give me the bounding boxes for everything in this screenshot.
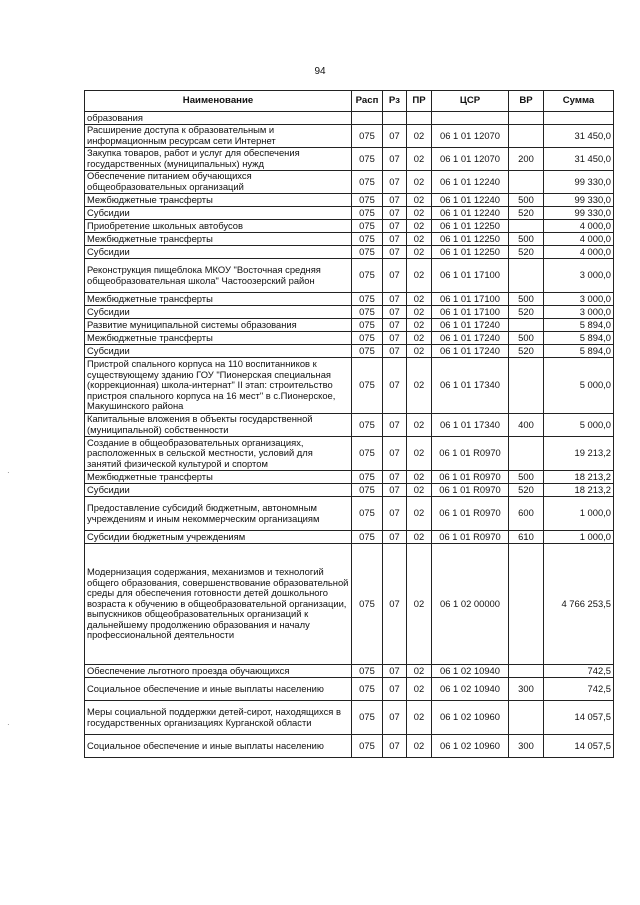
- row-name: Субсидии: [85, 246, 352, 259]
- row-name: Межбюджетные трансферты: [85, 194, 352, 207]
- row-csr: 06 1 01 12070: [432, 125, 509, 148]
- row-vr: [509, 259, 544, 293]
- row-sum: 1 000,0: [544, 497, 614, 531]
- row-rz: 07: [383, 246, 407, 259]
- table-row: [85, 125, 614, 148]
- row-rz: 07: [383, 735, 407, 758]
- row-csr: 06 1 01 R0970: [432, 471, 509, 484]
- row-pr: 02: [407, 233, 432, 246]
- table-row: [85, 665, 614, 678]
- row-vr: [509, 358, 544, 414]
- row-sum: 99 330,0: [544, 171, 614, 194]
- row-rz: 07: [383, 259, 407, 293]
- row-name: Капитальные вложения в объекты государственной (муниципальной) собственности: [85, 414, 352, 437]
- table-row: [85, 437, 614, 471]
- row-sum: 18 213,2: [544, 471, 614, 484]
- row-name: Реконструкция пищеблока МКОУ "Восточная средняя общеобразовательная школа" Частоозерский район: [85, 259, 352, 293]
- row-name: Пристрой спального корпуса на 110 воспитанников к существующему зданию ГОУ "Пионерская специальная (коррекционная) школа-интернат" II этап: строительство пристроя спального корпуса на 16 мест" в с.Пионерское, Макушинского района: [85, 358, 352, 414]
- row-vr: 520: [509, 246, 544, 259]
- row-rz: 07: [383, 194, 407, 207]
- row-vr: [509, 437, 544, 471]
- row-name: Межбюджетные трансферты: [85, 233, 352, 246]
- row-name: Межбюджетные трансферты: [85, 332, 352, 345]
- row-rz: 07: [383, 345, 407, 358]
- table-row: [85, 259, 614, 293]
- row-sum: 99 330,0: [544, 207, 614, 220]
- row-pr: 02: [407, 207, 432, 220]
- row-sum: 1 000,0: [544, 531, 614, 544]
- row-sum: 5 000,0: [544, 414, 614, 437]
- budget-table: [84, 90, 614, 758]
- row-sum: 4 000,0: [544, 233, 614, 246]
- row-csr: 06 1 01 12250: [432, 220, 509, 233]
- row-rasp: 075: [352, 332, 383, 345]
- row-sum: 5 000,0: [544, 358, 614, 414]
- row-name: Субсидии: [85, 345, 352, 358]
- row-name: Субсидии бюджетным учреждениям: [85, 531, 352, 544]
- row-rz: 07: [383, 701, 407, 735]
- row-name: Предоставление субсидий бюджетным, автономным учреждениям и иным некоммерческим организациям: [85, 497, 352, 531]
- row-vr: 500: [509, 471, 544, 484]
- row-vr: 300: [509, 735, 544, 758]
- row-csr: 06 1 01 17240: [432, 345, 509, 358]
- row-csr: 06 1 01 17100: [432, 259, 509, 293]
- row-pr: 02: [407, 358, 432, 414]
- row-rz: 07: [383, 531, 407, 544]
- row-rz: 07: [383, 233, 407, 246]
- row-rasp: 075: [352, 471, 383, 484]
- row-rasp: 075: [352, 665, 383, 678]
- row-csr: 06 1 02 10960: [432, 701, 509, 735]
- row-rasp: 075: [352, 414, 383, 437]
- table-body: [85, 112, 614, 758]
- row-sum: 4 000,0: [544, 246, 614, 259]
- row-sum: [544, 112, 614, 125]
- row-rasp: 075: [352, 497, 383, 531]
- row-csr: 06 1 02 00000: [432, 544, 509, 665]
- row-rasp: 075: [352, 220, 383, 233]
- row-vr: 500: [509, 194, 544, 207]
- table-row: [85, 345, 614, 358]
- table-row: [85, 735, 614, 758]
- row-pr: 02: [407, 678, 432, 701]
- row-pr: 02: [407, 171, 432, 194]
- table-row: [85, 332, 614, 345]
- row-rz: 07: [383, 332, 407, 345]
- table-row: [85, 484, 614, 497]
- row-sum: 14 057,5: [544, 735, 614, 758]
- row-pr: 02: [407, 665, 432, 678]
- header-sum: Сумма: [544, 91, 614, 112]
- header-vr: ВР: [509, 91, 544, 112]
- row-rz: 07: [383, 125, 407, 148]
- row-rasp: 075: [352, 246, 383, 259]
- row-rasp: 075: [352, 233, 383, 246]
- row-rasp: [352, 112, 383, 125]
- row-pr: 02: [407, 220, 432, 233]
- row-name: Расширение доступа к образовательным и информационным ресурсам сети Интернет: [85, 125, 352, 148]
- table-row: [85, 531, 614, 544]
- row-rz: 07: [383, 544, 407, 665]
- row-rz: 07: [383, 220, 407, 233]
- header-rasp: Расп: [352, 91, 383, 112]
- row-sum: 99 330,0: [544, 194, 614, 207]
- scan-artifact-mark: ·: [7, 468, 10, 477]
- row-sum: 4 000,0: [544, 220, 614, 233]
- row-sum: 5 894,0: [544, 319, 614, 332]
- row-csr: 06 1 01 R0970: [432, 531, 509, 544]
- row-rasp: 075: [352, 531, 383, 544]
- row-rz: 07: [383, 678, 407, 701]
- row-vr: 200: [509, 148, 544, 171]
- row-rz: 07: [383, 437, 407, 471]
- row-pr: 02: [407, 332, 432, 345]
- row-name: Меры социальной поддержки детей-сирот, находящихся в государственных организациях Курганской области: [85, 701, 352, 735]
- row-name: Субсидии: [85, 207, 352, 220]
- row-sum: 31 450,0: [544, 125, 614, 148]
- row-name: Субсидии: [85, 306, 352, 319]
- row-csr: 06 1 01 17100: [432, 306, 509, 319]
- row-pr: 02: [407, 735, 432, 758]
- table-row: [85, 471, 614, 484]
- row-rasp: 075: [352, 306, 383, 319]
- row-vr: 400: [509, 414, 544, 437]
- row-vr: [509, 171, 544, 194]
- row-pr: 02: [407, 306, 432, 319]
- row-rasp: 075: [352, 148, 383, 171]
- row-csr: 06 1 01 12240: [432, 171, 509, 194]
- row-csr: 06 1 01 R0970: [432, 497, 509, 531]
- row-csr: 06 1 01 17240: [432, 332, 509, 345]
- row-name: Создание в общеобразовательных организациях, расположенных в сельской местности, условий для занятий физической культурой и спортом: [85, 437, 352, 471]
- row-rz: 07: [383, 665, 407, 678]
- row-pr: 02: [407, 701, 432, 735]
- table-row: [85, 544, 614, 665]
- row-vr: 520: [509, 484, 544, 497]
- row-name: Обеспечение льготного проезда обучающихся: [85, 665, 352, 678]
- row-sum: 31 450,0: [544, 148, 614, 171]
- row-pr: 02: [407, 194, 432, 207]
- row-sum: 5 894,0: [544, 345, 614, 358]
- row-rasp: 075: [352, 358, 383, 414]
- table-row: [85, 246, 614, 259]
- row-csr: 06 1 01 12250: [432, 233, 509, 246]
- row-vr: [509, 319, 544, 332]
- row-name: Модернизация содержания, механизмов и технологий общего образования, совершенствование образовательной среды для обеспечения готовности детей дошкольного возраста к обучению в общеобразовательной организации, выпускников общеобразовательных организаций к дальнейшему продолжению образования и началу профессиональной деятельности: [85, 544, 352, 665]
- row-csr: [432, 112, 509, 125]
- row-vr: 500: [509, 293, 544, 306]
- row-csr: 06 1 01 12070: [432, 148, 509, 171]
- table-row: [85, 148, 614, 171]
- table-row: [85, 233, 614, 246]
- row-sum: 742,5: [544, 665, 614, 678]
- row-rz: 07: [383, 207, 407, 220]
- table-row: [85, 207, 614, 220]
- row-vr: 300: [509, 678, 544, 701]
- table-row: [85, 497, 614, 531]
- row-pr: 02: [407, 246, 432, 259]
- row-rz: 07: [383, 148, 407, 171]
- row-pr: 02: [407, 148, 432, 171]
- row-rasp: 075: [352, 125, 383, 148]
- row-sum: 19 213,2: [544, 437, 614, 471]
- row-pr: 02: [407, 259, 432, 293]
- row-rasp: 075: [352, 544, 383, 665]
- header-pr: ПР: [407, 91, 432, 112]
- row-csr: 06 1 01 17100: [432, 293, 509, 306]
- row-sum: 3 000,0: [544, 293, 614, 306]
- row-rz: 07: [383, 471, 407, 484]
- row-rz: 07: [383, 497, 407, 531]
- table-row: [85, 293, 614, 306]
- row-rasp: 075: [352, 345, 383, 358]
- row-vr: 600: [509, 497, 544, 531]
- row-sum: 3 000,0: [544, 306, 614, 319]
- page-number: 94: [314, 66, 326, 77]
- header-name: Наименование: [85, 91, 352, 112]
- row-csr: 06 1 01 R0970: [432, 484, 509, 497]
- table-row: [85, 358, 614, 414]
- row-csr: 06 1 01 12250: [432, 246, 509, 259]
- header-csr: ЦСР: [432, 91, 509, 112]
- row-sum: 742,5: [544, 678, 614, 701]
- scan-artifact-mark: ·: [7, 720, 10, 729]
- row-sum: 4 766 253,5: [544, 544, 614, 665]
- row-name: Развитие муниципальной системы образования: [85, 319, 352, 332]
- row-pr: 02: [407, 319, 432, 332]
- table-row: [85, 194, 614, 207]
- table-row: [85, 171, 614, 194]
- row-pr: 02: [407, 414, 432, 437]
- row-rz: 07: [383, 171, 407, 194]
- row-pr: 02: [407, 345, 432, 358]
- row-rz: 07: [383, 484, 407, 497]
- table-row: [85, 112, 614, 125]
- row-rasp: 075: [352, 735, 383, 758]
- row-csr: 06 1 02 10940: [432, 665, 509, 678]
- row-csr: 06 1 01 17340: [432, 358, 509, 414]
- row-rasp: 075: [352, 207, 383, 220]
- row-rz: 07: [383, 358, 407, 414]
- table-row: [85, 220, 614, 233]
- row-vr: [509, 125, 544, 148]
- row-csr: 06 1 01 12240: [432, 207, 509, 220]
- row-csr: 06 1 01 R0970: [432, 437, 509, 471]
- row-csr: 06 1 01 17340: [432, 414, 509, 437]
- table-row: [85, 306, 614, 319]
- row-pr: 02: [407, 531, 432, 544]
- row-csr: 06 1 01 12240: [432, 194, 509, 207]
- row-rasp: 075: [352, 171, 383, 194]
- row-vr: [509, 112, 544, 125]
- row-vr: [509, 665, 544, 678]
- row-pr: 02: [407, 544, 432, 665]
- row-vr: 500: [509, 332, 544, 345]
- row-sum: 5 894,0: [544, 332, 614, 345]
- table-row: [85, 319, 614, 332]
- row-name: Межбюджетные трансферты: [85, 471, 352, 484]
- row-vr: [509, 220, 544, 233]
- row-rasp: 075: [352, 701, 383, 735]
- row-rz: 07: [383, 319, 407, 332]
- row-vr: 520: [509, 306, 544, 319]
- row-name: Социальное обеспечение и иные выплаты населению: [85, 735, 352, 758]
- row-rasp: 075: [352, 293, 383, 306]
- row-rasp: 075: [352, 484, 383, 497]
- row-pr: 02: [407, 471, 432, 484]
- row-vr: 520: [509, 345, 544, 358]
- row-vr: 610: [509, 531, 544, 544]
- row-rasp: 075: [352, 437, 383, 471]
- row-sum: 14 057,5: [544, 701, 614, 735]
- header-rz: Рз: [383, 91, 407, 112]
- row-vr: [509, 701, 544, 735]
- row-vr: 520: [509, 207, 544, 220]
- row-name: Закупка товаров, работ и услуг для обеспечения государственных (муниципальных) нужд: [85, 148, 352, 171]
- row-sum: 18 213,2: [544, 484, 614, 497]
- row-pr: 02: [407, 125, 432, 148]
- row-rasp: 075: [352, 194, 383, 207]
- row-pr: 02: [407, 437, 432, 471]
- row-rasp: 075: [352, 259, 383, 293]
- row-rz: 07: [383, 293, 407, 306]
- row-sum: 3 000,0: [544, 259, 614, 293]
- table-row: [85, 701, 614, 735]
- row-vr: 500: [509, 233, 544, 246]
- row-rasp: 075: [352, 319, 383, 332]
- row-name: Социальное обеспечение и иные выплаты населению: [85, 678, 352, 701]
- row-pr: 02: [407, 497, 432, 531]
- table-row: [85, 414, 614, 437]
- row-name: Обеспечение питанием обучающихся общеобразовательных организаций: [85, 171, 352, 194]
- row-pr: 02: [407, 484, 432, 497]
- row-rz: 07: [383, 414, 407, 437]
- row-rz: [383, 112, 407, 125]
- row-csr: 06 1 02 10960: [432, 735, 509, 758]
- row-rz: 07: [383, 306, 407, 319]
- row-vr: [509, 544, 544, 665]
- row-name: Приобретение школьных автобусов: [85, 220, 352, 233]
- row-csr: 06 1 02 10940: [432, 678, 509, 701]
- row-pr: 02: [407, 293, 432, 306]
- row-name: Субсидии: [85, 484, 352, 497]
- row-csr: 06 1 01 17240: [432, 319, 509, 332]
- row-rasp: 075: [352, 678, 383, 701]
- row-pr: [407, 112, 432, 125]
- table-header-row: [85, 91, 614, 112]
- row-name: образования: [85, 112, 352, 125]
- row-name: Межбюджетные трансферты: [85, 293, 352, 306]
- table-row: [85, 678, 614, 701]
